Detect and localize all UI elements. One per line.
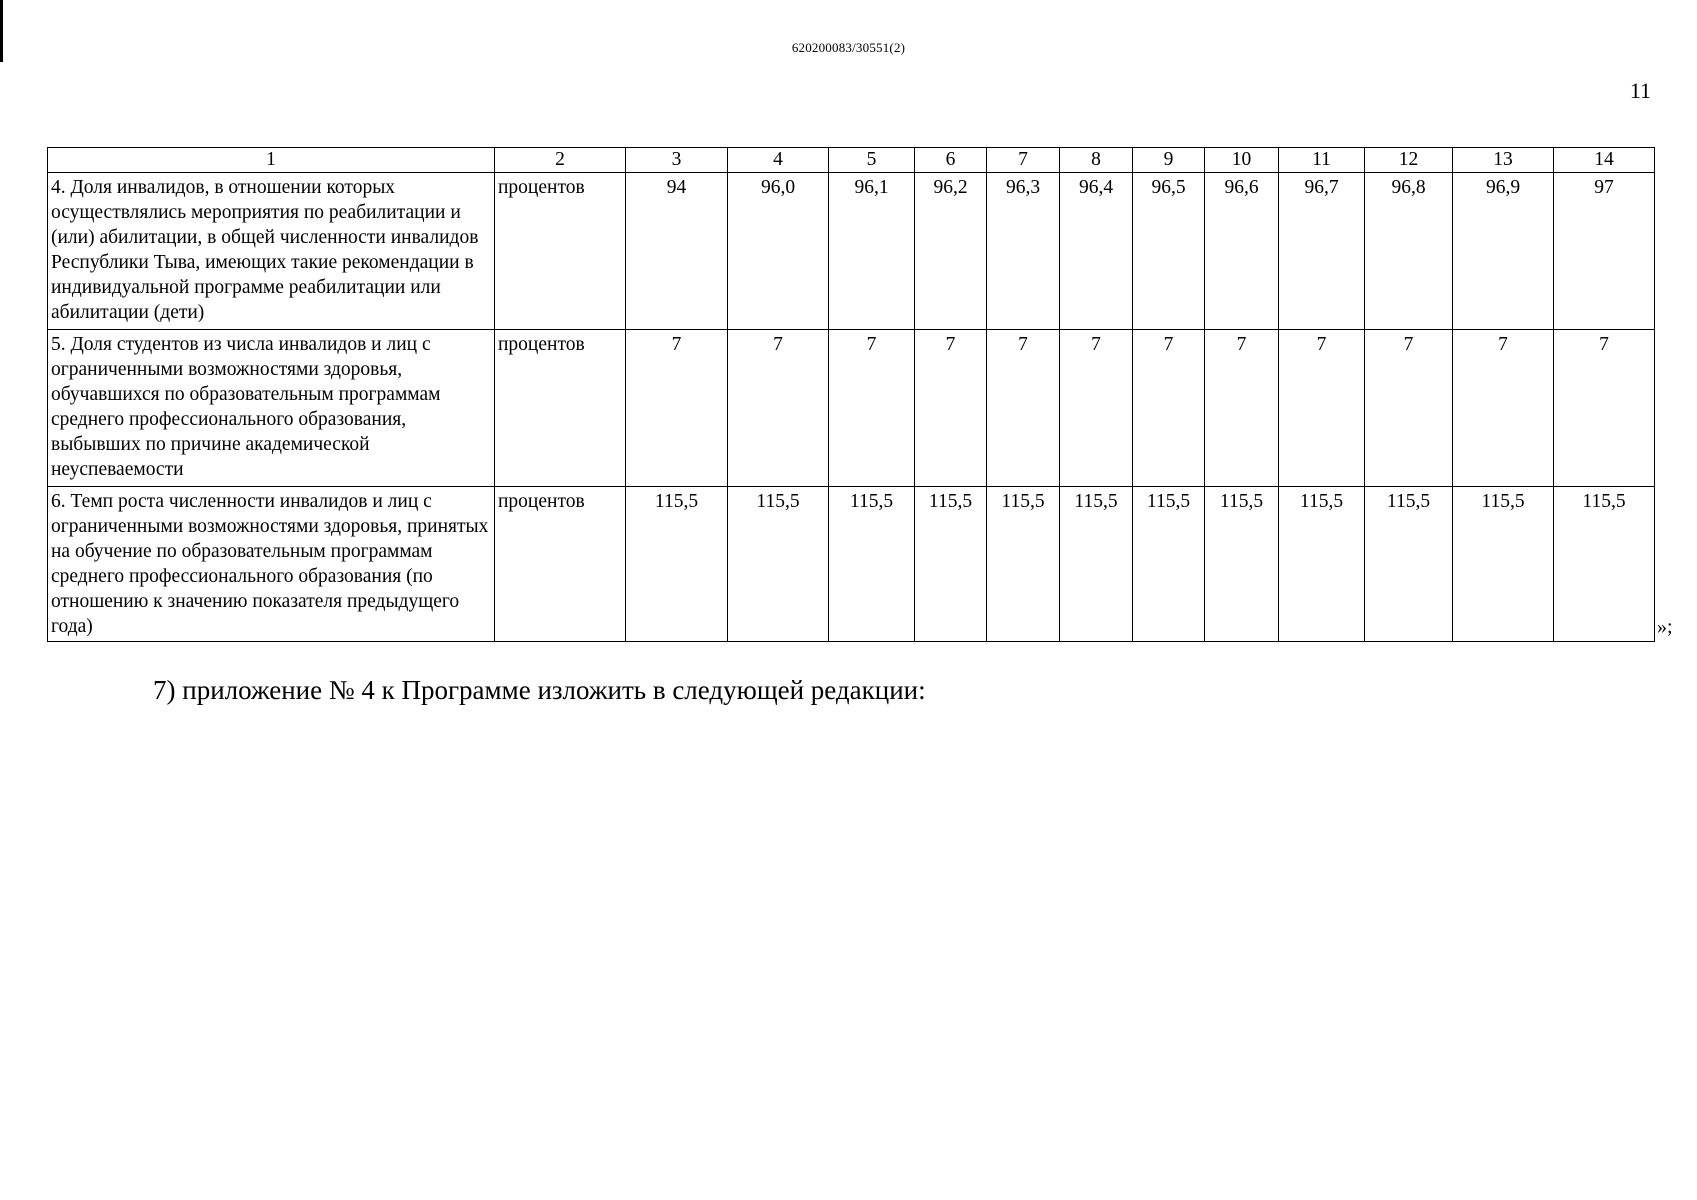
indicator-unit: процентов [495, 487, 626, 642]
indicators-table [47, 147, 1655, 642]
indicator-value: 115,5 [728, 487, 829, 642]
header-cell: 4 [728, 148, 829, 173]
indicator-value: 96,5 [1133, 173, 1205, 330]
indicator-value: 7 [1453, 330, 1554, 487]
indicator-value: 94 [626, 173, 728, 330]
indicator-value: 7 [728, 330, 829, 487]
table-row [48, 487, 1655, 642]
indicator-value: 7 [1554, 330, 1655, 487]
indicator-value: 96,7 [1279, 173, 1365, 330]
header-cell: 8 [1060, 148, 1133, 173]
header-cell: 12 [1365, 148, 1453, 173]
indicator-value: 96,8 [1365, 173, 1453, 330]
indicator-value: 7 [829, 330, 915, 487]
indicator-value: 115,5 [1060, 487, 1133, 642]
indicator-value: 7 [987, 330, 1060, 487]
document-code: 620200083/30551(2) [791, 40, 906, 55]
indicator-value: 7 [1279, 330, 1365, 487]
header-cell: 2 [495, 148, 626, 173]
indicator-unit: процентов [495, 330, 626, 487]
indicator-value: 115,5 [915, 487, 987, 642]
indicator-value: 96,0 [728, 173, 829, 330]
indicator-value: 115,5 [1554, 487, 1655, 642]
indicator-value: 115,5 [1365, 487, 1453, 642]
header-cell: 7 [987, 148, 1060, 173]
table-header-row [48, 148, 1655, 173]
indicator-value: 96,9 [1453, 173, 1554, 330]
indicator-value: 7 [1060, 330, 1133, 487]
header-cell: 10 [1205, 148, 1279, 173]
page-number: 11 [1629, 78, 1651, 103]
indicator-value: 96,3 [987, 173, 1060, 330]
indicator-value: 115,5 [1453, 487, 1554, 642]
header-cell: 5 [829, 148, 915, 173]
indicator-value: 7 [1205, 330, 1279, 487]
indicator-name: 4. Доля инвалидов, в отношении которых осуществлялись мероприятия по реабилитации и (или) абилитации, в общей численности инвалидов Республики Тыва, имеющих такие рекомендации в индивидуальной программе реабилитации или абилитации (дети) [48, 173, 495, 330]
indicator-unit: процентов [495, 173, 626, 330]
header-cell: 1 [48, 148, 495, 173]
header-cell: 9 [1133, 148, 1205, 173]
indicator-value: 97 [1554, 173, 1655, 330]
indicator-value: 96,4 [1060, 173, 1133, 330]
indicator-value: 7 [1365, 330, 1453, 487]
closing-quote: »; [1657, 616, 1673, 638]
indicator-value: 7 [626, 330, 728, 487]
indicator-value: 7 [1133, 330, 1205, 487]
table-row [48, 330, 1655, 487]
indicator-name: 6. Темп роста численности инвалидов и лиц с ограниченными возможностями здоровья, принятых на обучение по образовательным программам среднего профессионального образования (по отношению к значению показателя предыдущего года) [48, 487, 495, 642]
indicator-value: 115,5 [1279, 487, 1365, 642]
header-cell: 3 [626, 148, 728, 173]
indicator-name: 5. Доля студентов из числа инвалидов и лиц с ограниченными возможностями здоровья, обучавшихся по образовательным программам среднего профессионального образования, выбывших по причине академической неуспеваемости [48, 330, 495, 487]
header-cell: 14 [1554, 148, 1655, 173]
indicator-value: 115,5 [626, 487, 728, 642]
indicator-value: 115,5 [829, 487, 915, 642]
indicator-value: 115,5 [987, 487, 1060, 642]
table-row [48, 173, 1655, 330]
header-cell: 6 [915, 148, 987, 173]
indicator-value: 115,5 [1205, 487, 1279, 642]
indicator-value: 115,5 [1133, 487, 1205, 642]
indicator-value: 96,1 [829, 173, 915, 330]
indicator-value: 7 [915, 330, 987, 487]
indicator-value: 96,2 [915, 173, 987, 330]
indicator-value: 96,6 [1205, 173, 1279, 330]
amendment-item-text: 7) приложение № 4 к Программе изложить в следующей редакции: [153, 675, 926, 705]
header-cell: 13 [1453, 148, 1554, 173]
header-cell: 11 [1279, 148, 1365, 173]
